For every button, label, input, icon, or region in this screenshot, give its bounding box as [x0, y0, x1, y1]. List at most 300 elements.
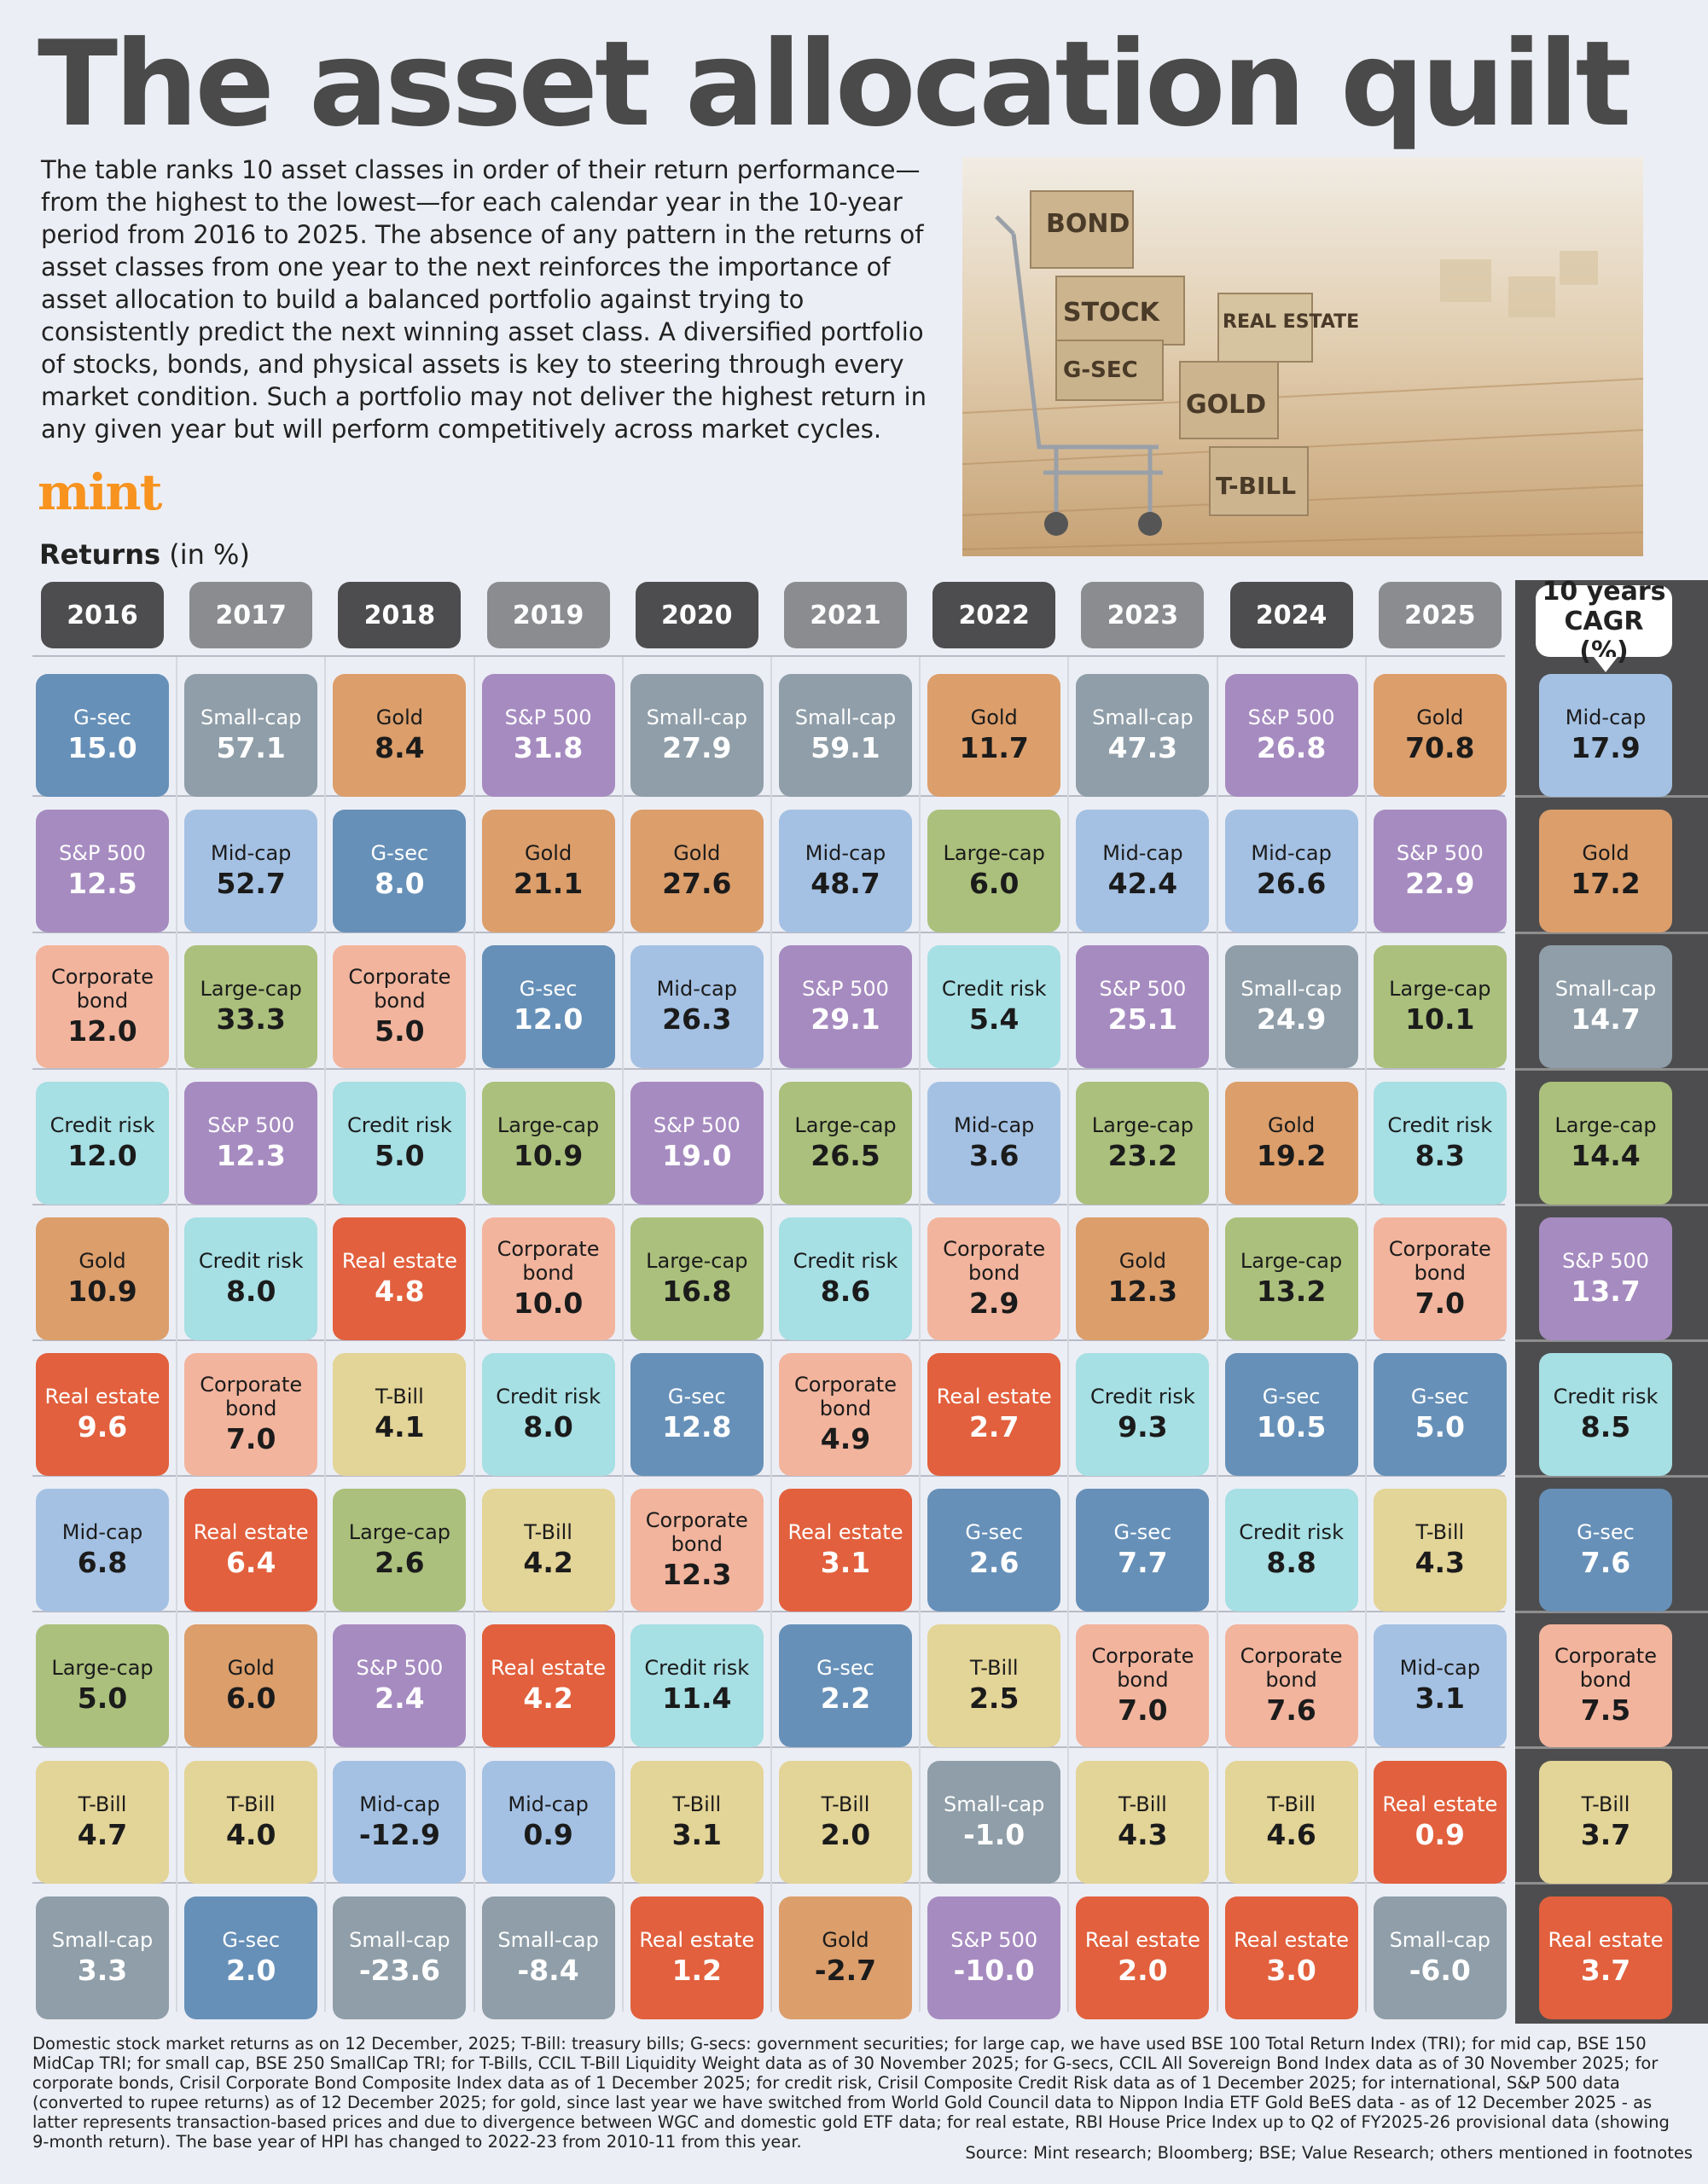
tile-cagr-real-estate [1539, 1896, 1672, 2019]
tile-2020-large-cap [630, 1217, 764, 1340]
return-value: 19.0 [662, 1138, 732, 1172]
return-value: 31.8 [513, 731, 584, 764]
return-value: 4.2 [523, 1546, 573, 1580]
return-value: 17.2 [1571, 867, 1641, 901]
return-value: 12.0 [67, 1014, 137, 1048]
asset-class-label: G-sec [1410, 1385, 1469, 1409]
return-value: 7.6 [1266, 1693, 1316, 1728]
tile-2021-t-bill [779, 1761, 912, 1884]
asset-class-label: G-sec [222, 1927, 281, 1952]
asset-class-label: Credit risk [347, 1112, 452, 1137]
asset-class-label: Corporate bond [645, 1508, 748, 1557]
tile-2020-t-bill [630, 1761, 764, 1884]
column-divider [919, 657, 921, 2012]
asset-class-label: Large-cap [51, 1656, 154, 1681]
tile-2024-small-cap [1225, 945, 1358, 1068]
asset-class-label: Credit risk [644, 1656, 750, 1681]
return-value: -8.4 [517, 1953, 579, 1987]
return-value: 4.8 [375, 1274, 425, 1308]
photo-label-bond: BOND [1046, 209, 1130, 239]
return-value: 4.1 [375, 1410, 425, 1443]
asset-class-label: Large-cap [646, 1248, 748, 1273]
tile-2019-corporate-bond [482, 1217, 615, 1340]
return-value: 3.1 [820, 1546, 871, 1580]
tile-2023-gold [1076, 1217, 1209, 1340]
tile-2025-small-cap [1374, 1896, 1507, 2019]
return-value: 19.2 [1256, 1138, 1327, 1172]
tile-2018-t-bill [333, 1353, 466, 1476]
asset-class-label: Large-cap [348, 1520, 451, 1545]
column-divider [770, 657, 772, 2012]
asset-class-label: Real estate [1548, 1927, 1664, 1952]
asset-class-label: Small-cap [1092, 706, 1194, 729]
tile-cagr-corporate-bond [1539, 1624, 1672, 1747]
tile-2016-small-cap [36, 1896, 169, 2019]
asset-class-label: Small-cap [794, 706, 897, 729]
footnote: Domestic stock market returns as on 12 December, 2025; T-Bill: treasury bills; G-secs: government securities; for large cap, we have used BSE 100 Total Return Index (TRI); for mid cap, BSE 150 MidCap TRI; for small cap, BSE 250 SmallCap TRI; for T-Bills, CCIL T-Bill Liquidity Weight data as of 30 November 2025; for G-secs, CCIL All Sovereign Bond Index data as of 30 November 2025; for corporate bonds, Crisil Corporate Bond Composite Index data as of 1 December 2025; for credit risk, Crisil Composite Credit Risk data as of 1 December 2025; for international, S&P 500 data (converted to rupee returns) as of 12 December 2025; for gold, since last year we have switched from World Gold Council data to Nippon India ETF Gold BeES data - as of 12 December 2025 - as latter represents transaction-based prices and due to divergence between WGC and domestic gold ETF data; for real estate, RBI House Price Index up to Q2 of FY2025-26 provisional data (showing 9-month return). The base year of HPI has changed to 2022-23 from 2010-11 from this year. [32, 2034, 1670, 2152]
tile-2024-large-cap [1225, 1217, 1358, 1340]
tile-2025-gold [1374, 674, 1507, 797]
return-value: 10.9 [513, 1138, 584, 1172]
asset-class-label: Small-cap [943, 1792, 1045, 1816]
tile-2022-corporate-bond [927, 1217, 1060, 1340]
tile-2017-credit-risk [184, 1217, 317, 1340]
return-value: 52.7 [216, 867, 286, 901]
asset-class-label: Mid-cap [210, 841, 292, 866]
asset-class-label: Gold [1582, 841, 1630, 866]
return-value: 7.6 [1580, 1546, 1631, 1580]
asset-class-label: Real estate [936, 1385, 1052, 1409]
return-value: -6.0 [1409, 1953, 1471, 1987]
tile-2023-large-cap [1076, 1082, 1209, 1205]
return-value: 5.0 [375, 1014, 425, 1048]
tile-2023-mid-cap [1076, 810, 1209, 932]
tile-2018-corporate-bond [333, 945, 466, 1068]
asset-class-label: S&P 500 [950, 1927, 1038, 1952]
tile-cagr-t-bill [1539, 1761, 1672, 1884]
return-value: 0.9 [523, 1817, 573, 1851]
year-header-2021: 2021 [784, 582, 907, 648]
asset-class-label: Gold [673, 841, 721, 866]
source-note: Source: Mint research; Bloomberg; BSE; Value Research; others mentioned in footnotes [965, 2143, 1693, 2163]
asset-class-label: Corporate bond [1091, 1644, 1194, 1693]
return-value: 26.3 [662, 1002, 732, 1037]
tile-2023-corporate-bond [1076, 1624, 1209, 1747]
tile-cagr-g-sec [1539, 1489, 1672, 1612]
asset-class-label: Large-cap [1240, 1248, 1343, 1273]
return-value: 13.7 [1571, 1274, 1641, 1308]
return-value: 25.1 [1107, 1002, 1178, 1037]
asset-class-label: T-Bill [1118, 1792, 1167, 1816]
return-value: 4.2 [523, 1682, 573, 1716]
asset-class-label: Corporate bond [1554, 1644, 1657, 1693]
asset-class-label: T-Bill [1581, 1792, 1630, 1816]
tile-2023-g-sec [1076, 1489, 1209, 1612]
year-header-2022: 2022 [932, 582, 1055, 648]
asset-class-label: Real estate [1084, 1927, 1200, 1952]
return-value: 3.0 [1266, 1953, 1316, 1987]
return-value: 8.6 [820, 1274, 871, 1308]
return-value: 7.7 [1118, 1546, 1168, 1580]
return-value: 42.4 [1107, 867, 1178, 901]
asset-class-label: Small-cap [1389, 1927, 1491, 1952]
tile-2018-real-estate [333, 1217, 466, 1340]
asset-class-label: Credit risk [1239, 1520, 1344, 1545]
asset-class-label: Large-cap [1091, 1112, 1194, 1137]
return-value: 2.7 [968, 1410, 1020, 1443]
return-value: 1.2 [671, 1953, 723, 1987]
return-value: 2.0 [1118, 1953, 1168, 1987]
asset-class-label: Mid-cap [805, 841, 886, 866]
asset-class-label: Large-cap [497, 1112, 600, 1137]
return-value: 3.7 [1580, 1953, 1631, 1987]
asset-class-label: Real estate [193, 1520, 309, 1545]
asset-class-label: Mid-cap [953, 1112, 1035, 1137]
return-value: 5.0 [77, 1682, 128, 1716]
return-value: 8.5 [1580, 1410, 1631, 1443]
return-value: 2.6 [968, 1546, 1020, 1580]
year-header-2024: 2024 [1230, 582, 1353, 648]
tile-2024-gold [1225, 1082, 1358, 1205]
year-header-2016: 2016 [41, 582, 164, 648]
column-divider [176, 657, 177, 2012]
intro-text: The table ranks 10 asset classes in order of their return performance—from the highest to the lowest—for each calendar year in the 10-year period from 2016 to 2025. The absence of any pattern in the returns of asset classes from one year to the next reinforces the importance of asset allocation to build a balanced portfolio against trying to consistently predict the next winning asset class. A diversified portfolio of stocks, bonds, and physical assets is key to steering through every market condition. Such a portfolio may not deliver the highest return in any given year but will perform competitively across market cycles. [41, 155, 927, 444]
year-header-2018: 2018 [338, 582, 461, 648]
photo-label-real-estate: REAL ESTATE [1223, 311, 1360, 333]
asset-class-label: Small-cap [646, 706, 748, 729]
return-value: -12.9 [358, 1817, 440, 1851]
tile-2016-t-bill [36, 1761, 169, 1884]
tile-2019-mid-cap [482, 1761, 615, 1884]
return-value: -1.0 [963, 1817, 1025, 1851]
tile-2020-real-estate [630, 1896, 764, 2019]
return-value: 2.0 [225, 1953, 276, 1987]
asset-class-label: Credit risk [496, 1385, 601, 1409]
return-value: 47.3 [1107, 731, 1178, 764]
asset-class-label: S&P 500 [1099, 977, 1187, 1002]
tile-2024-corporate-bond [1225, 1624, 1358, 1747]
asset-class-label: Large-cap [200, 977, 302, 1002]
return-value: 26.6 [1256, 867, 1327, 901]
tile-2021-credit-risk [779, 1217, 912, 1340]
asset-class-label: Real estate [341, 1248, 457, 1273]
asset-class-label: G-sec [1113, 1520, 1172, 1545]
photo-label-gsec: G-SEC [1063, 357, 1138, 383]
return-value: 4.0 [225, 1817, 276, 1851]
tile-cagr-credit-risk [1539, 1353, 1672, 1476]
return-value: 8.4 [375, 731, 425, 764]
return-value: 5.0 [375, 1138, 425, 1172]
return-value: 2.4 [375, 1682, 425, 1716]
return-value: 5.0 [1415, 1410, 1466, 1443]
asset-class-label: Mid-cap [1251, 841, 1332, 866]
asset-class-label: Corporate bond [943, 1236, 1046, 1285]
return-value: 27.6 [662, 867, 732, 901]
asset-class-label: Mid-cap [1102, 841, 1183, 866]
year-header-2017: 2017 [189, 582, 312, 648]
column-divider [1217, 657, 1218, 2012]
return-value: 14.4 [1571, 1138, 1641, 1172]
tile-2017-sandp-500 [184, 1082, 317, 1205]
cagr-row-divider [1515, 1068, 1708, 1071]
return-value: 12.0 [67, 1138, 137, 1172]
asset-class-label: Credit risk [49, 1112, 155, 1137]
asset-class-label: G-sec [370, 841, 429, 866]
return-value: 29.1 [810, 1002, 880, 1037]
return-value: -10.0 [953, 1953, 1035, 1987]
asset-class-label: Mid-cap [359, 1792, 440, 1816]
return-value: 10.1 [1405, 1002, 1475, 1037]
tile-2017-corporate-bond [184, 1353, 317, 1476]
return-value: 2.5 [968, 1682, 1020, 1716]
header-divider [32, 655, 1505, 657]
tile-2021-sandp-500 [779, 945, 912, 1068]
asset-class-label: Mid-cap [1565, 706, 1647, 729]
tile-2020-mid-cap [630, 945, 764, 1068]
asset-class-label: Gold [78, 1248, 126, 1273]
asset-class-label: Gold [227, 1656, 275, 1681]
asset-class-label: Gold [525, 841, 572, 866]
return-value: 27.9 [662, 731, 732, 764]
return-value: 3.6 [968, 1138, 1020, 1172]
tile-2023-credit-risk [1076, 1353, 1209, 1476]
photo-label-gold: GOLD [1186, 390, 1267, 420]
tile-2019-g-sec [482, 945, 615, 1068]
tile-2024-t-bill [1225, 1761, 1358, 1884]
asset-class-label: Credit risk [941, 977, 1047, 1002]
return-value: 4.7 [77, 1817, 128, 1851]
asset-class-label: Gold [1268, 1112, 1316, 1137]
return-value: 22.9 [1405, 867, 1475, 901]
return-value: 12.0 [513, 1002, 584, 1037]
asset-class-label: Gold [1416, 706, 1464, 729]
returns-unit: (in %) [169, 538, 250, 571]
tile-cagr-gold [1539, 810, 1672, 932]
column-divider [473, 657, 475, 2012]
return-value: 3.1 [1415, 1682, 1466, 1716]
asset-class-label: Corporate bond [51, 965, 154, 1014]
return-value: 57.1 [216, 731, 286, 764]
tile-2025-corporate-bond [1374, 1217, 1507, 1340]
tile-2025-credit-risk [1374, 1082, 1507, 1205]
return-value: 8.0 [375, 867, 425, 901]
tile-2019-small-cap [482, 1896, 615, 2019]
return-value: 10.5 [1256, 1410, 1327, 1443]
asset-class-label: G-sec [73, 706, 131, 729]
tile-2023-t-bill [1076, 1761, 1209, 1884]
tile-2016-corporate-bond [36, 945, 169, 1068]
tile-2017-large-cap [184, 945, 317, 1068]
return-value: 48.7 [810, 867, 880, 901]
tile-2025-g-sec [1374, 1353, 1507, 1476]
asset-class-label: Credit risk [198, 1248, 304, 1273]
return-value: 12.3 [216, 1138, 286, 1172]
asset-class-label: T-Bill [969, 1656, 1019, 1681]
tile-2017-small-cap [184, 674, 317, 797]
return-value: 23.2 [1107, 1138, 1178, 1172]
return-value: 7.0 [1415, 1286, 1466, 1320]
tile-2018-mid-cap [333, 1761, 466, 1884]
return-value: 7.0 [225, 1422, 276, 1455]
return-value: 12.8 [662, 1410, 732, 1443]
return-value: 6.4 [225, 1546, 276, 1580]
asset-class-label: S&P 500 [802, 977, 889, 1002]
asset-class-label: Mid-cap [61, 1520, 143, 1545]
photo-label-tbill: T-BILL [1216, 472, 1297, 500]
tile-2016-g-sec [36, 674, 169, 797]
asset-class-label: Large-cap [943, 841, 1045, 866]
tile-2022-mid-cap [927, 1082, 1060, 1205]
asset-class-label: T-Bill [1267, 1792, 1316, 1816]
return-value: 12.5 [67, 867, 137, 901]
tile-2021-large-cap [779, 1082, 912, 1205]
asset-class-label: S&P 500 [653, 1112, 741, 1137]
tile-2024-real-estate [1225, 1896, 1358, 2019]
return-value: 21.1 [513, 867, 584, 901]
return-value: 16.8 [662, 1274, 732, 1308]
return-value: 26.8 [1256, 731, 1327, 764]
tile-2022-g-sec [927, 1489, 1060, 1612]
asset-class-label: S&P 500 [1396, 841, 1484, 866]
tile-2017-t-bill [184, 1761, 317, 1884]
tile-2020-corporate-bond [630, 1489, 764, 1612]
tile-2020-sandp-500 [630, 1082, 764, 1205]
asset-class-label: G-sec [1577, 1520, 1635, 1545]
return-value: 3.3 [77, 1953, 128, 1987]
column-divider [324, 657, 326, 2012]
asset-class-label: Small-cap [200, 706, 302, 729]
returns-label: Returns (in %) [39, 538, 250, 571]
asset-class-label: Mid-cap [508, 1792, 589, 1816]
asset-class-label: Credit risk [1387, 1112, 1493, 1137]
return-value: 4.3 [1118, 1817, 1168, 1851]
tile-2022-sandp-500 [927, 1896, 1060, 2019]
tile-2020-gold [630, 810, 764, 932]
asset-class-label: Credit risk [1553, 1385, 1659, 1409]
asset-class-label: S&P 500 [1562, 1248, 1649, 1273]
tile-2018-large-cap [333, 1489, 466, 1612]
tile-2016-real-estate [36, 1353, 169, 1476]
year-header-2020: 2020 [636, 582, 758, 648]
return-value: 24.9 [1256, 1002, 1327, 1037]
tile-2022-small-cap [927, 1761, 1060, 1884]
return-value: 3.1 [671, 1817, 723, 1851]
asset-class-label: Large-cap [794, 1112, 897, 1137]
return-value: 33.3 [216, 1002, 286, 1037]
year-header-2025: 2025 [1379, 582, 1502, 648]
asset-class-label: G-sec [1262, 1385, 1321, 1409]
tile-2022-credit-risk [927, 945, 1060, 1068]
tile-cagr-mid-cap [1539, 674, 1672, 797]
return-value: 12.3 [662, 1558, 732, 1592]
return-value: 2.6 [375, 1546, 425, 1580]
asset-class-label: Corporate bond [1240, 1644, 1343, 1693]
asset-class-label: Large-cap [1389, 977, 1491, 1002]
cagr-header: 10 years CAGR (%) [1536, 585, 1672, 657]
return-value: 6.0 [225, 1682, 276, 1716]
asset-class-label: Real estate [44, 1385, 160, 1409]
return-value: 11.7 [959, 731, 1029, 764]
year-header-2019: 2019 [487, 582, 610, 648]
asset-class-label: Real estate [1382, 1792, 1498, 1816]
tile-2025-t-bill [1374, 1489, 1507, 1612]
tile-2021-corporate-bond [779, 1353, 912, 1476]
asset-class-label: Credit risk [793, 1248, 898, 1273]
tile-2016-credit-risk [36, 1082, 169, 1205]
return-value: 70.8 [1405, 731, 1475, 764]
tile-2018-small-cap [333, 1896, 466, 2019]
return-value: 4.9 [820, 1422, 871, 1455]
tile-2022-large-cap [927, 810, 1060, 932]
tile-2016-mid-cap [36, 1489, 169, 1612]
asset-class-label: S&P 500 [207, 1112, 295, 1137]
tile-2024-g-sec [1225, 1353, 1358, 1476]
tile-2025-large-cap [1374, 945, 1507, 1068]
asset-class-label: Corporate bond [200, 1373, 303, 1420]
return-value: 6.0 [968, 867, 1020, 901]
tile-2017-real-estate [184, 1489, 317, 1612]
tile-2023-small-cap [1076, 674, 1209, 797]
return-value: 8.0 [225, 1274, 276, 1308]
asset-class-label: Real estate [639, 1927, 755, 1952]
asset-class-label: Corporate bond [497, 1236, 600, 1285]
asset-class-label: Small-cap [497, 1927, 599, 1952]
asset-class-label: S&P 500 [504, 706, 592, 729]
asset-class-label: Gold [1118, 1248, 1166, 1273]
tile-2021-gold [779, 1896, 912, 2019]
return-value: 0.9 [1415, 1817, 1466, 1851]
tile-2023-sandp-500 [1076, 945, 1209, 1068]
tile-2019-credit-risk [482, 1353, 615, 1476]
shopping-cart-photo [962, 157, 1643, 556]
return-value: 8.0 [523, 1410, 573, 1443]
asset-class-label: T-Bill [78, 1792, 127, 1816]
column-divider [622, 657, 624, 2012]
tile-2018-g-sec [333, 810, 466, 932]
asset-class-label: Small-cap [1554, 977, 1657, 1002]
return-value: 10.0 [513, 1286, 584, 1320]
return-value: 5.4 [968, 1002, 1020, 1037]
return-value: 15.0 [67, 731, 137, 764]
tile-2019-t-bill [482, 1489, 615, 1612]
asset-class-label: S&P 500 [1247, 706, 1335, 729]
asset-class-label: Small-cap [51, 1927, 154, 1952]
return-value: 14.7 [1571, 1002, 1641, 1037]
asset-class-label: T-Bill [226, 1792, 276, 1816]
asset-class-label: Corporate bond [794, 1373, 897, 1420]
tile-cagr-large-cap [1539, 1082, 1672, 1205]
return-value: 6.8 [77, 1546, 128, 1580]
tile-2025-mid-cap [1374, 1624, 1507, 1747]
asset-class-label: T-Bill [672, 1792, 722, 1816]
tile-2016-gold [36, 1217, 169, 1340]
asset-class-label: S&P 500 [356, 1656, 444, 1681]
tile-2023-real-estate [1076, 1896, 1209, 2019]
asset-class-label: Credit risk [1090, 1385, 1195, 1409]
asset-class-label: G-sec [965, 1520, 1024, 1545]
tile-2024-sandp-500 [1225, 674, 1358, 797]
asset-class-label: Mid-cap [656, 977, 737, 1002]
tile-2021-g-sec [779, 1624, 912, 1747]
mint-logo: mint [38, 463, 161, 521]
tile-2018-gold [333, 674, 466, 797]
tile-2018-sandp-500 [333, 1624, 466, 1747]
tile-2016-large-cap [36, 1624, 169, 1747]
tile-2024-credit-risk [1225, 1489, 1358, 1612]
column-divider [1365, 657, 1367, 2012]
tile-2021-small-cap [779, 674, 912, 797]
asset-class-label: Small-cap [1240, 977, 1342, 1002]
